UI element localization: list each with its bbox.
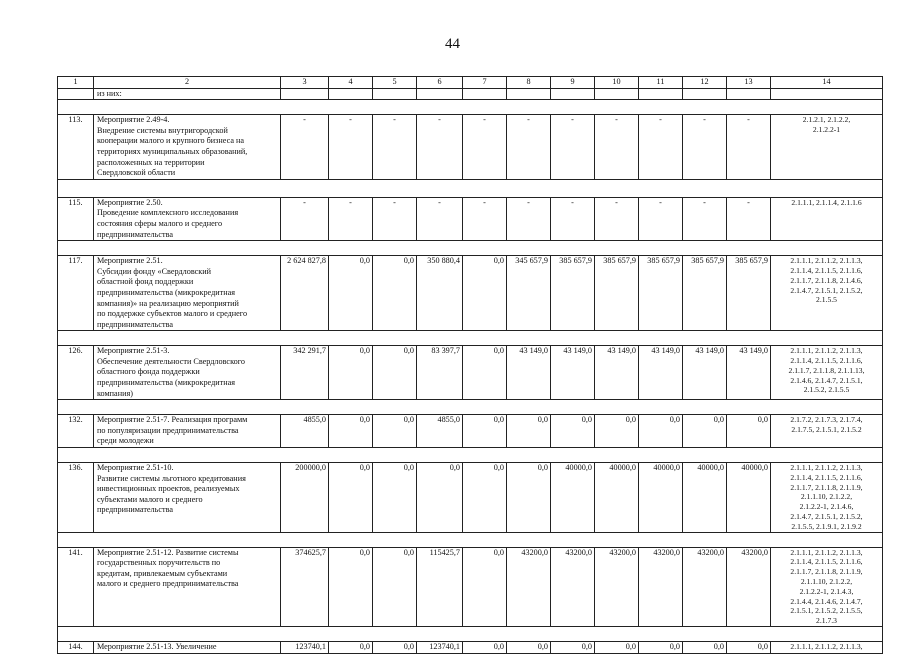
funding-value: 40000,0 — [595, 463, 639, 533]
funding-value: - — [507, 115, 551, 180]
measure-name — [94, 346, 281, 400]
measure-name — [94, 115, 281, 180]
funding-value: 0,0 — [683, 415, 727, 448]
cell-line: Обеспечение деятельности Свердловского — [97, 356, 245, 366]
cell-line: компания) — [97, 388, 133, 398]
measure-name — [94, 641, 281, 653]
header-cell: 11 — [639, 77, 683, 89]
target-codes — [771, 641, 883, 653]
cell-line: Мероприятие 2.51-13. Увеличение — [97, 641, 217, 651]
cell-line: предпринимательства — [97, 319, 173, 329]
row-spacer — [58, 241, 883, 256]
cell-line: Развитие системы льготного кредитования — [97, 473, 246, 483]
row-number: 113. — [58, 115, 94, 180]
target-codes — [771, 256, 883, 331]
cell-line: 2.1.1.1, 2.1.1.2, 2.1.1.3, — [790, 346, 863, 356]
header-cell: 9 — [551, 77, 595, 89]
funding-value: 0,0 — [373, 641, 417, 653]
funding-value: 345 657,9 — [507, 256, 551, 331]
funding-value: - — [551, 115, 595, 180]
cell-line: областного фонда поддержки — [97, 367, 200, 377]
cell-line: государственных поручительств по — [97, 558, 221, 568]
cell-line: Мероприятие 2.51-12. Развитие системы — [97, 547, 239, 557]
header-cell: 13 — [727, 77, 771, 89]
measure-name — [94, 547, 281, 626]
row-spacer — [58, 626, 883, 641]
funding-value: - — [463, 115, 507, 180]
funding-value: 0,0 — [329, 415, 373, 448]
budget-table — [57, 76, 883, 654]
measure-name — [94, 463, 281, 533]
funding-value: 115425,7 — [417, 547, 463, 626]
table-row — [58, 115, 883, 180]
funding-value: - — [329, 115, 373, 180]
cell-line: 2.1.1.4, 2.1.1.5, 2.1.1.6, — [790, 472, 863, 482]
funding-value: 0,0 — [463, 463, 507, 533]
funding-value: 40000,0 — [551, 463, 595, 533]
funding-value: 0,0 — [463, 547, 507, 626]
header-cell: 10 — [595, 77, 639, 89]
cell-line: по популяризации предпринимательства — [97, 425, 239, 435]
cell-line: компания)» на реализацию мероприятий — [97, 298, 239, 308]
funding-value: 350 880,4 — [417, 256, 463, 331]
cell-line: 2.1.5.5, 2.1.9.1, 2.1.9.2 — [791, 521, 862, 531]
funding-value: 0,0 — [727, 415, 771, 448]
cell-line: 2.1.1.7, 2.1.1.8, 2.1.1.9, — [790, 482, 863, 492]
funding-value: 342 291,7 — [281, 346, 329, 400]
funding-value: 0,0 — [639, 641, 683, 653]
funding-value: 0,0 — [551, 415, 595, 448]
funding-value: 0,0 — [595, 415, 639, 448]
cell-line: предпринимательства — [97, 505, 173, 515]
funding-value: - — [595, 115, 639, 180]
funding-value: 43200,0 — [639, 547, 683, 626]
funding-value: - — [551, 197, 595, 240]
header-row — [58, 77, 883, 89]
cell-line: расположенных на территории — [97, 157, 205, 167]
cell-line: инвестиционных проектов, реализуемых — [97, 484, 240, 494]
cell-line: 2.1.7.5, 2.1.5.1, 2.1.5.2 — [791, 425, 862, 435]
funding-value: - — [281, 197, 329, 240]
funding-value: - — [417, 197, 463, 240]
cell-line: субъектами малого и среднего — [97, 494, 203, 504]
funding-value: 4855,0 — [417, 415, 463, 448]
table-row — [58, 256, 883, 331]
cell-line: предпринимательства — [97, 229, 173, 239]
cell-line: 2.1.1.1, 2.1.1.2, 2.1.1.3, — [790, 547, 863, 557]
funding-value: 0,0 — [329, 641, 373, 653]
header-cell: 8 — [507, 77, 551, 89]
subheader-row — [58, 88, 883, 100]
funding-value: 0,0 — [329, 256, 373, 331]
cell-line: 2.1.1.10, 2.1.2.2, — [800, 577, 853, 586]
cell-line: Мероприятие 2.51-3. — [97, 346, 170, 356]
measure-name — [94, 197, 281, 240]
table-row — [58, 197, 883, 240]
header-cell: 12 — [683, 77, 727, 89]
table-row — [58, 547, 883, 626]
funding-value: - — [727, 115, 771, 180]
funding-value: 0,0 — [727, 641, 771, 653]
funding-value: 40000,0 — [683, 463, 727, 533]
row-number: 136. — [58, 463, 94, 533]
table-row — [58, 415, 883, 448]
funding-value: - — [639, 115, 683, 180]
funding-value: - — [463, 197, 507, 240]
cell-line: 2.1.1.1, 2.1.1.4, 2.1.1.6 — [791, 197, 862, 207]
header-cell: 4 — [329, 77, 373, 89]
funding-value: 385 657,9 — [595, 256, 639, 331]
cell-line: территориях муниципальных образований, — [97, 146, 248, 156]
cell-line: 2.1.4.7, 2.1.5.1, 2.1.5.2, — [790, 512, 863, 522]
cell-line: Проведение комплексного исследования — [97, 208, 239, 218]
cell-line: 2.1.1.4, 2.1.1.5, 2.1.1.6, — [790, 557, 863, 567]
funding-value: 43 149,0 — [507, 346, 551, 400]
cell-line: Свердловской области — [97, 168, 176, 178]
funding-value: - — [373, 115, 417, 180]
row-number: 115. — [58, 197, 94, 240]
cell-line: 2.1.4.7, 2.1.5.1, 2.1.5.2, — [790, 285, 863, 295]
cell-line: кооперации малого и крупного бизнеса на — [97, 136, 245, 146]
row-number: 144. — [58, 641, 94, 653]
funding-value: 0,0 — [373, 463, 417, 533]
funding-value: 0,0 — [507, 641, 551, 653]
funding-value: 43 149,0 — [551, 346, 595, 400]
cell-line: малого и среднего предпринимательства — [97, 579, 239, 589]
funding-value: 0,0 — [463, 641, 507, 653]
target-codes — [771, 415, 883, 448]
funding-value: - — [683, 197, 727, 240]
funding-value: 0,0 — [595, 641, 639, 653]
cell-line: 2.1.4.4, 2.1.4.6, 2.1.4.7, — [790, 596, 863, 606]
cell-line: 2.1.1.1, 2.1.1.2, 2.1.1.3, — [790, 463, 863, 473]
funding-value: 40000,0 — [727, 463, 771, 533]
funding-value: 0,0 — [329, 547, 373, 626]
target-codes — [771, 463, 883, 533]
cell-line: 2.1.1.1, 2.1.1.2, 2.1.1.3, — [790, 641, 863, 651]
header-cell: 14 — [771, 77, 883, 89]
funding-value: 4855,0 — [281, 415, 329, 448]
funding-value: 83 397,7 — [417, 346, 463, 400]
cell-line: Мероприятие 2.51-10. — [97, 463, 174, 473]
funding-value: 123740,1 — [281, 641, 329, 653]
table-row — [58, 463, 883, 533]
cell-line: Мероприятие 2.51-7. Реализация программ — [97, 415, 248, 425]
funding-value: - — [683, 115, 727, 180]
funding-value: 43200,0 — [595, 547, 639, 626]
funding-value: 385 657,9 — [727, 256, 771, 331]
cell-line: кредитам, привлекаемым субъектами — [97, 568, 228, 578]
funding-value: 43200,0 — [683, 547, 727, 626]
cell-line: областной фонд поддержки — [97, 277, 194, 287]
funding-value: 0,0 — [683, 641, 727, 653]
funding-value: 0,0 — [417, 463, 463, 533]
cell-line: 2.1.1.4, 2.1.1.5, 2.1.1.6, — [790, 265, 863, 275]
funding-value: 0,0 — [329, 463, 373, 533]
cell-line: 2.1.2.1, 2.1.2.2, — [802, 115, 851, 125]
funding-value: 0,0 — [373, 256, 417, 331]
funding-value: 0,0 — [373, 547, 417, 626]
header-cell: 1 — [58, 77, 94, 89]
funding-value: - — [727, 197, 771, 240]
cell-line: 2.1.1.7, 2.1.1.8, 2.1.1.13, — [788, 365, 865, 375]
funding-value: 0,0 — [329, 346, 373, 400]
funding-value: 0,0 — [551, 641, 595, 653]
row-number: 126. — [58, 346, 94, 400]
table-row — [58, 641, 883, 653]
row-number: 132. — [58, 415, 94, 448]
funding-value: - — [595, 197, 639, 240]
cell-line: Внедрение системы внутригородской — [97, 125, 228, 135]
cell-line: 2.1.7.3 — [816, 616, 837, 626]
funding-value: 0,0 — [639, 415, 683, 448]
funding-value: 43 149,0 — [683, 346, 727, 400]
funding-value: 43 149,0 — [595, 346, 639, 400]
cell-line: среди молодежи — [97, 436, 154, 446]
row-spacer — [58, 331, 883, 346]
budget-table-container — [57, 76, 877, 654]
funding-value: 40000,0 — [639, 463, 683, 533]
funding-value: 0,0 — [463, 415, 507, 448]
funding-value: 43 149,0 — [639, 346, 683, 400]
cell-line: состояния сферы малого и среднего — [97, 218, 223, 228]
row-spacer — [58, 532, 883, 547]
header-cell: 7 — [463, 77, 507, 89]
table-body — [58, 77, 883, 654]
row-number: 117. — [58, 256, 94, 331]
funding-value: 385 657,9 — [551, 256, 595, 331]
cell-line: 2.1.4.6, 2.1.4.7, 2.1.5.1, — [790, 375, 863, 385]
funding-value: 374625,7 — [281, 547, 329, 626]
funding-value: 0,0 — [373, 346, 417, 400]
cell-line: предпринимательства (микрокредитная — [97, 287, 235, 297]
funding-value: 2 624 827,8 — [281, 256, 329, 331]
target-codes — [771, 346, 883, 400]
row-spacer — [58, 100, 883, 115]
funding-value: - — [639, 197, 683, 240]
target-codes — [771, 547, 883, 626]
funding-value: - — [281, 115, 329, 180]
row-spacer — [58, 179, 883, 197]
cell-line: Мероприятие 2.50. — [97, 197, 163, 207]
page-number: 44 — [445, 36, 460, 52]
measure-name — [94, 256, 281, 331]
funding-value: - — [329, 197, 373, 240]
funding-value: 385 657,9 — [683, 256, 727, 331]
funding-value: 0,0 — [463, 256, 507, 331]
funding-value: 43 149,0 — [727, 346, 771, 400]
header-cell: 3 — [281, 77, 329, 89]
cell-line: 2.1.1.7, 2.1.1.8, 2.1.4.6, — [790, 275, 863, 285]
funding-value: 0,0 — [507, 463, 551, 533]
row-spacer — [58, 400, 883, 415]
funding-value: - — [373, 197, 417, 240]
cell-line: 2.1.1.7, 2.1.1.8, 2.1.1.9, — [790, 567, 863, 577]
cell-line: 2.1.1.4, 2.1.1.5, 2.1.1.6, — [790, 356, 863, 366]
cell-line: по поддержке субъектов малого и среднего — [97, 309, 248, 319]
cell-line: 2.1.5.2, 2.1.5.5 — [803, 385, 850, 395]
cell-line: Мероприятие 2.49-4. — [97, 115, 170, 125]
cell-line: 2.1.2.2-1, 2.1.4.6, — [799, 502, 854, 512]
funding-value: 43200,0 — [507, 547, 551, 626]
target-codes — [771, 115, 883, 180]
funding-value: 0,0 — [507, 415, 551, 448]
funding-value: - — [507, 197, 551, 240]
funding-value: 43200,0 — [727, 547, 771, 626]
row-spacer — [58, 448, 883, 463]
funding-value: 43200,0 — [551, 547, 595, 626]
funding-value: 0,0 — [463, 346, 507, 400]
measure-name — [94, 415, 281, 448]
target-codes — [771, 197, 883, 240]
header-cell: 5 — [373, 77, 417, 89]
cell-line: 2.1.2.2-1, 2.1.4.3, — [799, 586, 854, 596]
cell-line: 2.1.5.5 — [816, 295, 837, 305]
table-row — [58, 346, 883, 400]
funding-value: 200000,0 — [281, 463, 329, 533]
funding-value: - — [417, 115, 463, 180]
cell-line: 2.1.1.10, 2.1.2.2, — [800, 492, 853, 502]
cell-line: Субсидии фонду «Свердловский — [97, 266, 212, 276]
subheader-label: из них: — [94, 88, 281, 100]
cell-line: Мероприятие 2.51. — [97, 256, 163, 266]
cell-line: 2.1.1.1, 2.1.1.2, 2.1.1.3, — [790, 256, 863, 266]
header-cell: 6 — [417, 77, 463, 89]
header-cell: 2 — [94, 77, 281, 89]
cell-line: 2.1.5.1, 2.1.5.2, 2.1.5.5, — [790, 606, 863, 616]
funding-value: 123740,1 — [417, 641, 463, 653]
funding-value: 385 657,9 — [639, 256, 683, 331]
cell-line: 2.1.2.2-1 — [812, 124, 841, 134]
cell-line: 2.1.7.2, 2.1.7.3, 2.1.7.4, — [790, 415, 863, 425]
funding-value: 0,0 — [373, 415, 417, 448]
cell-line: предпринимательства (микрокредитная — [97, 378, 235, 388]
row-number: 141. — [58, 547, 94, 626]
